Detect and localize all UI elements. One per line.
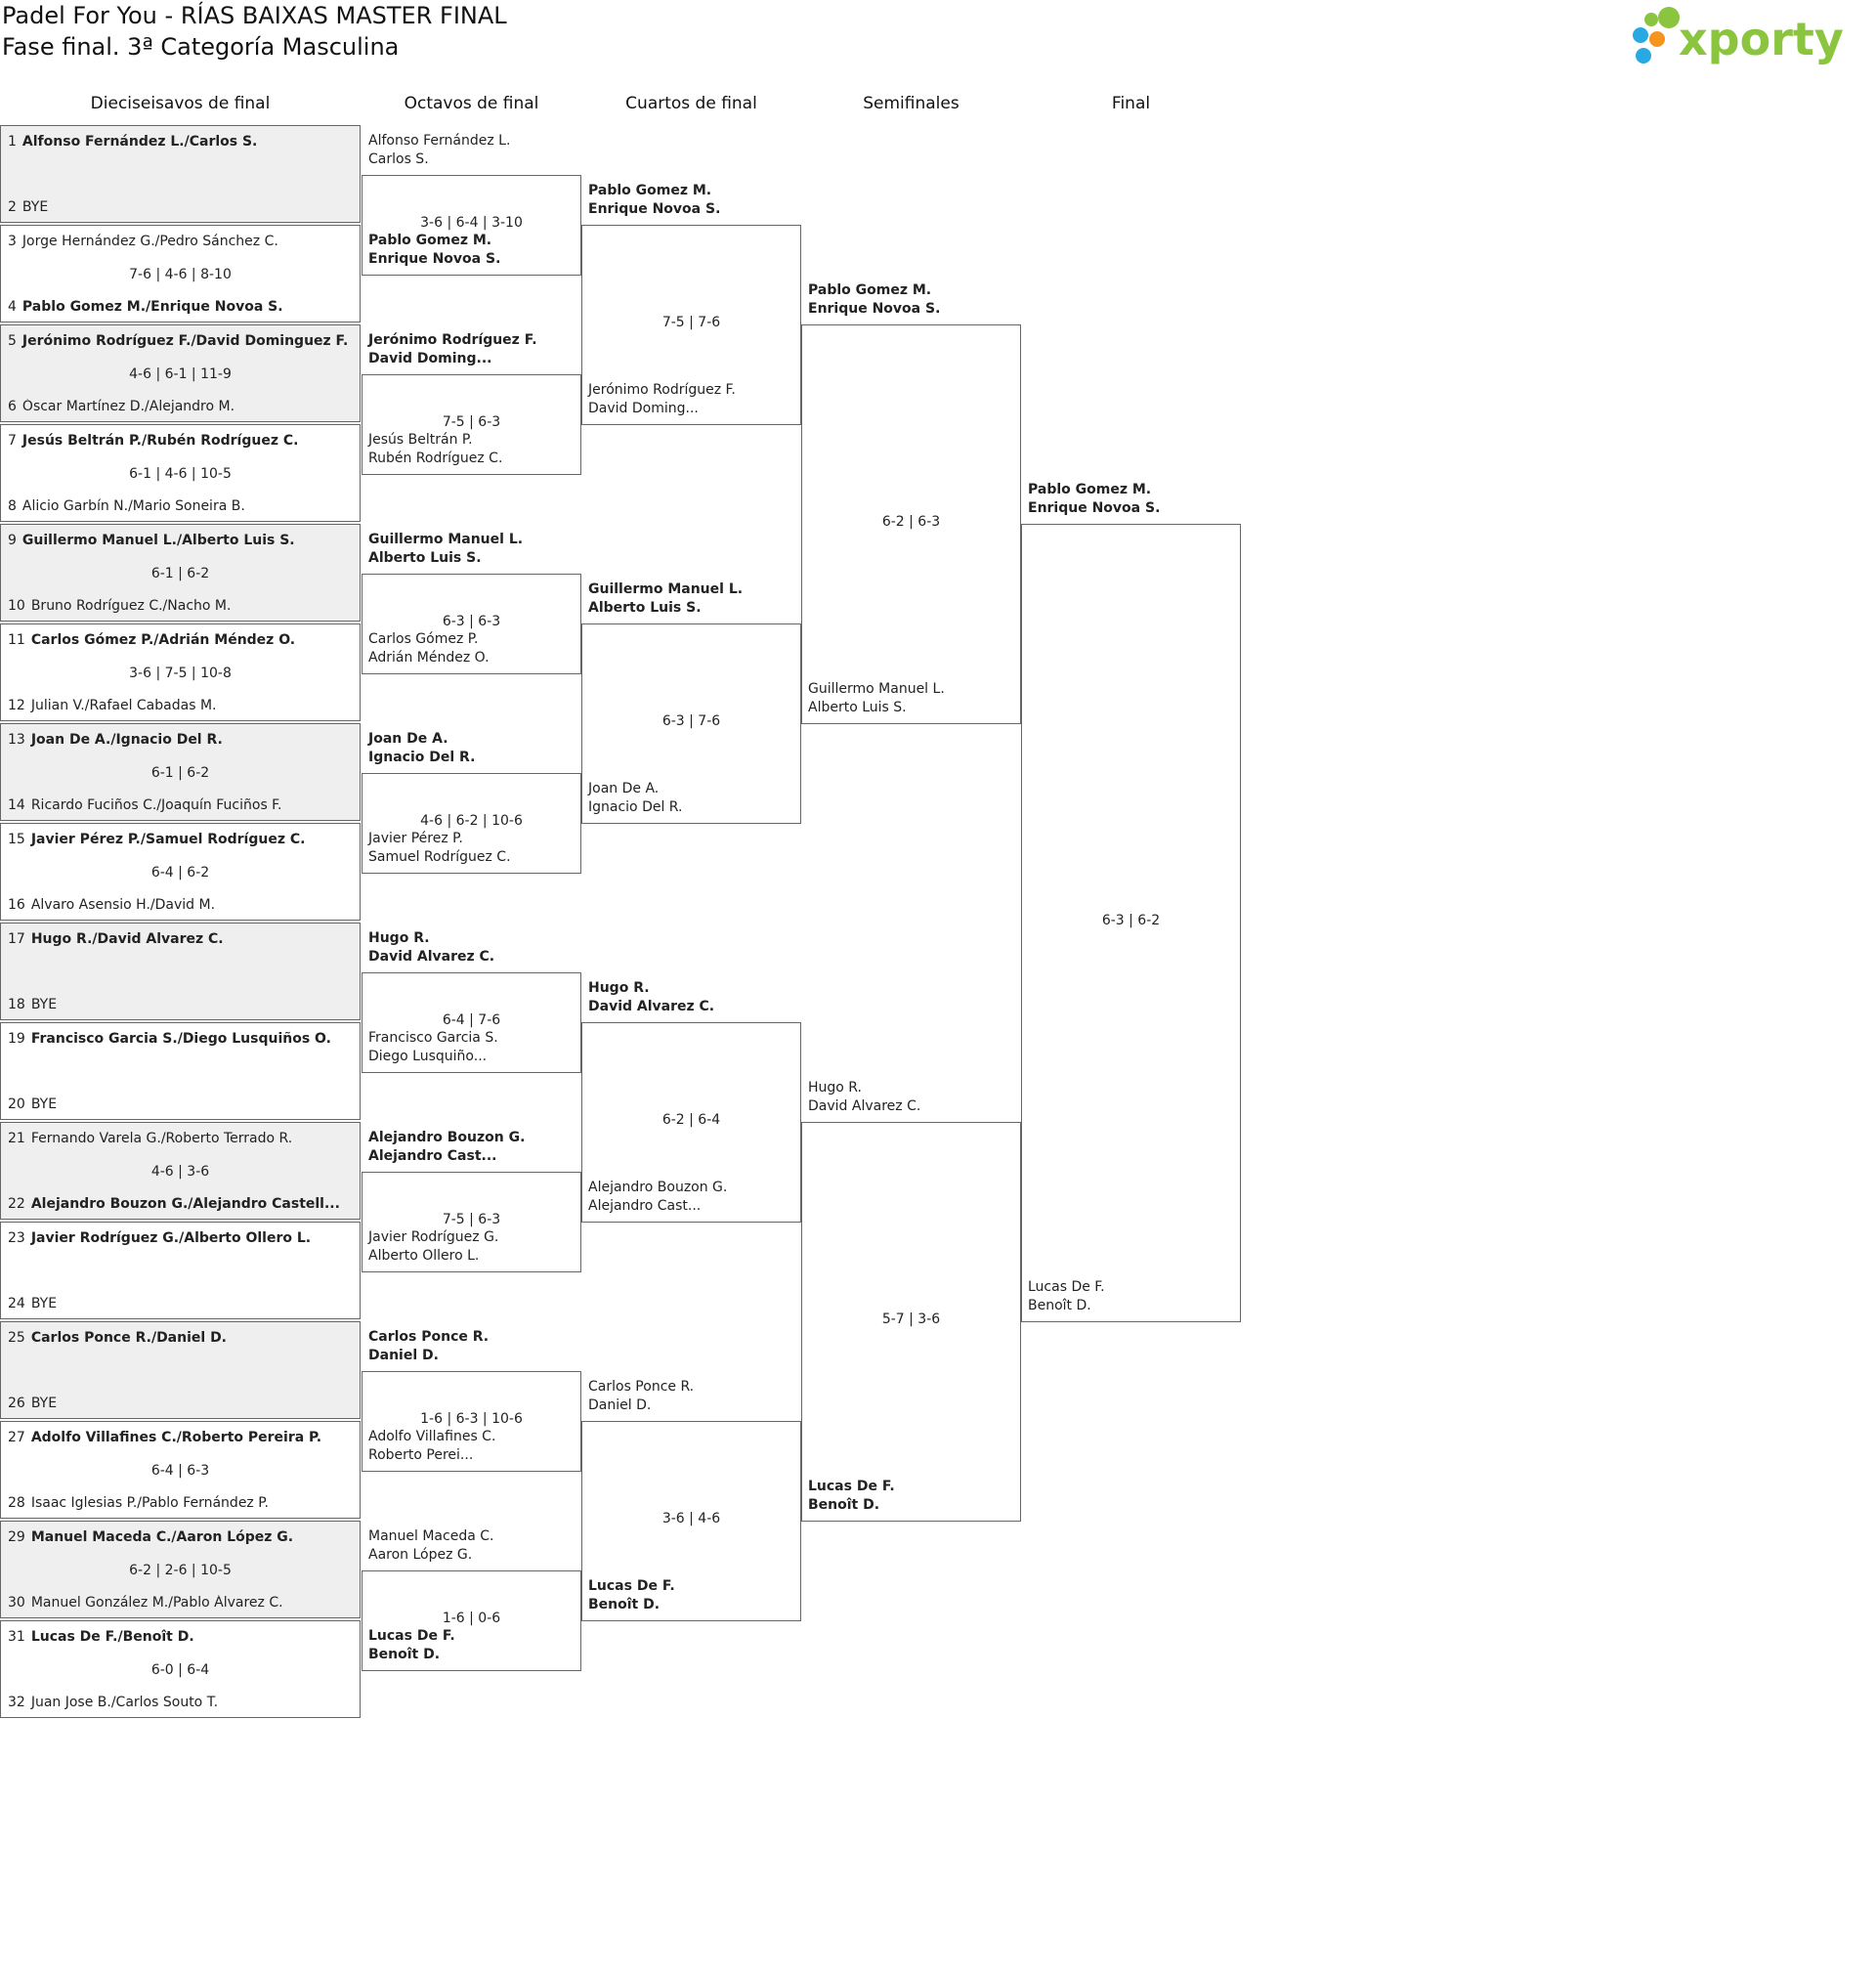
team-a	[368, 1527, 493, 1565]
player-name: Carlos Gómez P./Adrián Méndez O.	[30, 632, 296, 648]
logo-dot-orange	[1649, 31, 1665, 47]
player-2	[8, 1096, 356, 1112]
match-score: 6-4 | 6-2	[150, 865, 210, 881]
team-a-player-2: David Doming...	[368, 351, 492, 366]
player-2	[8, 797, 356, 813]
player-name: Juan Jose B./Carlos Souto T.	[30, 1695, 219, 1710]
r32-match	[0, 723, 361, 821]
team-a-player-2: Alejandro Cast...	[368, 1148, 497, 1164]
team-a	[588, 580, 743, 618]
team-a-player-1: Hugo R.	[808, 1080, 862, 1096]
round-header: Dieciseisavos de final	[90, 94, 271, 113]
seed-number: 27	[8, 1430, 25, 1445]
xporty-logo	[1628, 4, 1862, 74]
seed-number: 13	[8, 732, 25, 748]
player-name: Manuel Maceda C./Aaron López G.	[30, 1529, 294, 1545]
team-b	[588, 381, 736, 418]
match-score: 7-5 | 6-3	[442, 414, 501, 430]
logo-dot-blue-small	[1636, 48, 1651, 64]
player-2	[8, 698, 356, 713]
seed-number: 21	[8, 1131, 25, 1146]
match-score: 6-4 | 6-3	[150, 1463, 210, 1479]
team-a	[588, 1378, 694, 1415]
seed-number: 1	[8, 134, 17, 150]
player-name: Javier Rodríguez G./Alberto Ollero L.	[30, 1230, 312, 1246]
r32-match	[0, 1122, 361, 1220]
round-header: Cuartos de final	[625, 94, 757, 113]
team-b-player-1: Pablo Gomez M.	[368, 233, 492, 248]
team-a-player-1: Pablo Gomez M.	[588, 183, 712, 198]
match-score: 6-2 | 2-6 | 10-5	[129, 1563, 232, 1578]
seed-number: 9	[8, 533, 17, 548]
team-a	[808, 281, 940, 319]
match-score: 6-4 | 7-6	[442, 1012, 501, 1028]
player-2	[8, 1296, 356, 1311]
team-a	[368, 730, 475, 767]
player-name: BYE	[30, 1296, 58, 1311]
seed-number: 28	[8, 1495, 25, 1511]
player-name: Carlos Ponce R./Daniel D.	[30, 1330, 228, 1346]
team-b	[588, 1577, 675, 1614]
player-name: Pablo Gomez M./Enrique Novoa S.	[21, 299, 283, 315]
team-a-player-1: Jerónimo Rodríguez F.	[368, 332, 537, 348]
player-1	[8, 732, 356, 748]
seed-number: 8	[8, 498, 17, 514]
team-b-player-1: Carlos Gómez P.	[368, 631, 479, 647]
player-2	[8, 1196, 356, 1212]
player-1	[8, 134, 356, 150]
match-score: 5-7 | 3-6	[881, 1311, 941, 1327]
seed-number: 22	[8, 1196, 25, 1212]
match-score: 3-6 | 4-6	[661, 1511, 721, 1526]
r32-match	[0, 424, 361, 522]
seed-number: 3	[8, 234, 17, 249]
player-2	[8, 1695, 356, 1710]
team-b-player-1: Javier Rodríguez G.	[368, 1229, 499, 1245]
team-a	[588, 979, 714, 1016]
r32-match	[0, 623, 361, 721]
seed-number: 14	[8, 797, 25, 813]
team-a-player-1: Carlos Ponce R.	[588, 1379, 695, 1395]
team-b	[588, 1179, 727, 1216]
team-a-player-2: David Alvarez C.	[588, 999, 715, 1014]
team-a	[808, 1079, 920, 1116]
player-name: Óscar Martínez D./Alejandro M.	[21, 399, 235, 414]
team-b-player-2: David Doming...	[588, 401, 699, 416]
player-name: BYE	[21, 199, 49, 215]
player-2	[8, 498, 356, 514]
team-a-player-2: Enrique Novoa S.	[588, 201, 721, 217]
team-a	[368, 929, 494, 967]
team-a-player-2: Alberto Luis S.	[588, 600, 702, 616]
player-name: Bruno Rodríguez C./Nacho M.	[30, 598, 232, 614]
seed-number: 24	[8, 1296, 25, 1311]
match-score: 1-6 | 6-3 | 10-6	[420, 1411, 523, 1427]
player-name: Alfonso Fernández L./Carlos S.	[21, 134, 258, 150]
player-name: Alvaro Asensio H./David M.	[30, 897, 216, 913]
seed-number: 16	[8, 897, 25, 913]
match-score: 3-6 | 7-5 | 10-8	[129, 666, 232, 681]
player-name: Jerónimo Rodríguez F./David Dominguez F.	[21, 333, 349, 349]
seed-number: 19	[8, 1031, 25, 1047]
r32-match	[0, 524, 361, 622]
r32-match	[0, 324, 361, 422]
player-name: Julian V./Rafael Cabadas M.	[30, 698, 217, 713]
team-b-player-1: Guillermo Manuel L.	[808, 681, 945, 697]
player-name: Hugo R./David Alvarez C.	[30, 931, 224, 947]
team-a-player-1: Carlos Ponce R.	[368, 1329, 490, 1345]
player-2	[8, 1396, 356, 1411]
team-b-player-1: Lucas De F.	[1028, 1279, 1105, 1295]
match-score: 6-1 | 6-2	[150, 765, 210, 781]
player-1	[8, 1430, 356, 1445]
seed-number: 11	[8, 632, 25, 648]
team-a-player-2: Ignacio Del R.	[368, 750, 476, 765]
match-score: 6-2 | 6-3	[881, 514, 941, 530]
team-b-player-2: Alejandro Cast...	[588, 1198, 702, 1214]
match-score: 1-6 | 0-6	[442, 1611, 501, 1626]
round-header: Final	[1111, 94, 1151, 113]
seed-number: 6	[8, 399, 17, 414]
match-score: 6-1 | 4-6 | 10-5	[129, 466, 232, 482]
player-1	[8, 1330, 356, 1346]
player-2	[8, 199, 356, 215]
player-name: BYE	[30, 997, 58, 1012]
r32-match	[0, 1022, 361, 1120]
r32-match	[0, 823, 361, 921]
seed-number: 10	[8, 598, 25, 614]
match-score: 3-6 | 6-4 | 3-10	[420, 215, 523, 231]
team-b-player-1: Adolfo Villafines C.	[368, 1429, 496, 1444]
seed-number: 30	[8, 1595, 25, 1611]
seed-number: 15	[8, 832, 25, 847]
seed-number: 18	[8, 997, 25, 1012]
match-score: 6-0 | 6-4	[150, 1662, 210, 1678]
player-2	[8, 897, 356, 913]
team-a	[368, 1129, 525, 1166]
player-1	[8, 433, 356, 449]
player-1	[8, 832, 356, 847]
team-a	[1028, 481, 1160, 518]
team-a-player-1: Pablo Gomez M.	[1028, 482, 1152, 497]
team-a-player-2: Alberto Luis S.	[368, 550, 482, 566]
team-b	[368, 1029, 498, 1066]
seed-number: 32	[8, 1695, 25, 1710]
team-a-player-1: Alejandro Bouzon G.	[368, 1130, 526, 1145]
team-b-player-2: Diego Lusquiño...	[368, 1049, 488, 1064]
seed-number: 5	[8, 333, 17, 349]
seed-number: 31	[8, 1629, 25, 1645]
team-a-player-2: Daniel D.	[368, 1348, 439, 1363]
team-b-player-2: Benoît D.	[368, 1647, 441, 1662]
match-score: 6-3 | 6-2	[1101, 913, 1161, 928]
team-b-player-1: Alejandro Bouzon G.	[588, 1180, 728, 1195]
player-name: Jorge Hernández G./Pedro Sánchez C.	[21, 234, 278, 249]
player-1	[8, 1131, 356, 1146]
team-b-player-1: Javier Pérez P.	[368, 831, 463, 846]
seed-number: 25	[8, 1330, 25, 1346]
player-2	[8, 299, 356, 315]
team-b-player-2: Ignacio Del R.	[588, 799, 683, 815]
match-score: 6-2 | 6-4	[661, 1112, 721, 1128]
team-a-player-1: Pablo Gomez M.	[808, 282, 932, 298]
round-header: Octavos de final	[404, 94, 539, 113]
page-title: Padel For You - RÍAS BAIXAS MASTER FINAL	[2, 2, 507, 29]
seed-number: 2	[8, 199, 17, 215]
match-score: 7-6 | 4-6 | 8-10	[129, 267, 232, 282]
team-b	[1028, 1278, 1105, 1315]
player-2	[8, 1595, 356, 1611]
match-score: 6-3 | 7-6	[661, 713, 721, 729]
player-name: Jesús Beltrán P./Rubén Rodríguez C.	[21, 433, 299, 449]
team-a-player-1: Joan De A.	[368, 731, 448, 747]
match-score: 6-3 | 6-3	[442, 614, 501, 629]
player-name: BYE	[30, 1396, 58, 1411]
match-score: 4-6 | 6-2 | 10-6	[420, 813, 523, 829]
r32-match	[0, 225, 361, 322]
team-a-player-1: Guillermo Manuel L.	[368, 532, 524, 547]
team-a	[368, 331, 537, 368]
team-a-player-1: Guillermo Manuel L.	[588, 581, 744, 597]
logo-text: xporty	[1679, 13, 1844, 65]
team-b-player-2: Rubén Rodríguez C.	[368, 451, 503, 466]
match-score: 4-6 | 6-1 | 11-9	[129, 366, 232, 382]
seed-number: 17	[8, 931, 25, 947]
team-a-player-2: Enrique Novoa S.	[1028, 500, 1161, 516]
team-b-player-1: Lucas De F.	[808, 1479, 895, 1494]
r32-match	[0, 1222, 361, 1319]
player-1	[8, 632, 356, 648]
logo-dot-blue	[1633, 27, 1648, 43]
team-b	[368, 1627, 455, 1664]
logo-dot-green	[1644, 13, 1658, 26]
team-a-player-2: Aaron López G.	[368, 1547, 473, 1563]
team-a	[368, 132, 510, 169]
seed-number: 23	[8, 1230, 25, 1246]
player-1	[8, 333, 356, 349]
player-name: Guillermo Manuel L./Alberto Luis S.	[21, 533, 295, 548]
match-score: 4-6 | 3-6	[150, 1164, 210, 1180]
team-b	[368, 830, 511, 867]
team-b-player-2: Benoît D.	[1028, 1298, 1091, 1313]
team-b-player-2: Enrique Novoa S.	[368, 251, 501, 267]
team-a-player-1: Alfonso Fernández L.	[368, 133, 511, 149]
player-name: Francisco Garcia S./Diego Lusquiños O.	[30, 1031, 331, 1047]
team-b-player-1: Francisco Garcia S.	[368, 1030, 498, 1046]
seed-number: 20	[8, 1096, 25, 1112]
r32-match	[0, 125, 361, 223]
seed-number: 29	[8, 1529, 25, 1545]
page-subtitle: Fase final. 3ª Categoría Masculina	[2, 33, 400, 61]
logo-dot-green-large	[1658, 7, 1680, 28]
player-name: Adolfo Villafines C./Roberto Pereira P.	[30, 1430, 322, 1445]
seed-number: 4	[8, 299, 17, 315]
player-name: Manuel González M./Pablo Álvarez C.	[30, 1595, 283, 1611]
r32-match	[0, 923, 361, 1020]
team-b	[368, 1228, 498, 1266]
team-b	[368, 1428, 495, 1465]
player-name: Fernando Varela G./Roberto Terrado R.	[30, 1131, 293, 1146]
player-2	[8, 598, 356, 614]
team-a-player-2: David Alvarez C.	[368, 949, 495, 965]
team-a	[368, 1328, 489, 1365]
player-2	[8, 1495, 356, 1511]
team-b-player-2: Adrián Méndez O.	[368, 650, 490, 666]
seed-number: 12	[8, 698, 25, 713]
team-b-player-2: Alberto Ollero L.	[368, 1248, 480, 1264]
team-a-player-2: Daniel D.	[588, 1397, 652, 1413]
player-2	[8, 997, 356, 1012]
team-a	[368, 531, 523, 568]
team-b-player-1: Joan De A.	[588, 781, 660, 796]
team-b	[808, 680, 945, 717]
match-score: 6-1 | 6-2	[150, 566, 210, 581]
r32-match	[0, 1521, 361, 1618]
player-1	[8, 533, 356, 548]
team-b-player-2: Benoît D.	[808, 1497, 880, 1513]
team-b-player-2: Roberto Perei...	[368, 1447, 474, 1463]
team-a-player-1: Manuel Maceda C.	[368, 1528, 494, 1544]
r32-match	[0, 1620, 361, 1718]
r32-match	[0, 1421, 361, 1519]
player-name: Isaac Iglesias P./Pablo Fernández P.	[30, 1495, 269, 1511]
player-1	[8, 1230, 356, 1246]
team-b	[368, 630, 490, 667]
player-name: Javier Pérez P./Samuel Rodríguez C.	[30, 832, 306, 847]
player-name: BYE	[30, 1096, 58, 1112]
team-a-player-2: Enrique Novoa S.	[808, 301, 941, 317]
match-score: 7-5 | 7-6	[661, 315, 721, 330]
player-name: Joan De A./Ignacio Del R.	[30, 732, 223, 748]
seed-number: 7	[8, 433, 17, 449]
player-name: Alicio Garbín N./Mario Soneira B.	[21, 498, 245, 514]
player-1	[8, 931, 356, 947]
team-a-player-2: Carlos S.	[368, 151, 429, 167]
player-name: Alejandro Bouzon G./Alejandro Castell...	[30, 1196, 340, 1212]
team-a	[588, 182, 720, 219]
player-name: Ricardo Fuciños C./Joaquín Fuciños F.	[30, 797, 282, 813]
team-b-player-1: Lucas De F.	[368, 1628, 455, 1644]
r32-match	[0, 1321, 361, 1419]
team-b	[808, 1478, 895, 1515]
team-a-player-2: David Alvarez C.	[808, 1098, 921, 1114]
team-b-player-2: Samuel Rodríguez C.	[368, 849, 511, 865]
player-1	[8, 234, 356, 249]
team-b-player-2: Benoît D.	[588, 1597, 661, 1612]
team-b	[588, 780, 682, 817]
player-1	[8, 1529, 356, 1545]
player-2	[8, 399, 356, 414]
team-b-player-1: Lucas De F.	[588, 1578, 675, 1594]
team-b-player-1: Jesús Beltrán P.	[368, 432, 473, 448]
team-b-player-1: Jerónimo Rodríguez F.	[588, 382, 736, 398]
player-1	[8, 1629, 356, 1645]
player-1	[8, 1031, 356, 1047]
match-score: 7-5 | 6-3	[442, 1212, 501, 1227]
team-a-player-1: Hugo R.	[368, 930, 430, 946]
team-b	[368, 232, 500, 269]
team-b	[368, 431, 502, 468]
round-header: Semifinales	[863, 94, 959, 113]
team-b-player-2: Alberto Luis S.	[808, 700, 907, 715]
seed-number: 26	[8, 1396, 25, 1411]
team-a-player-1: Hugo R.	[588, 980, 650, 996]
player-name: Lucas De F./Benoît D.	[30, 1629, 194, 1645]
